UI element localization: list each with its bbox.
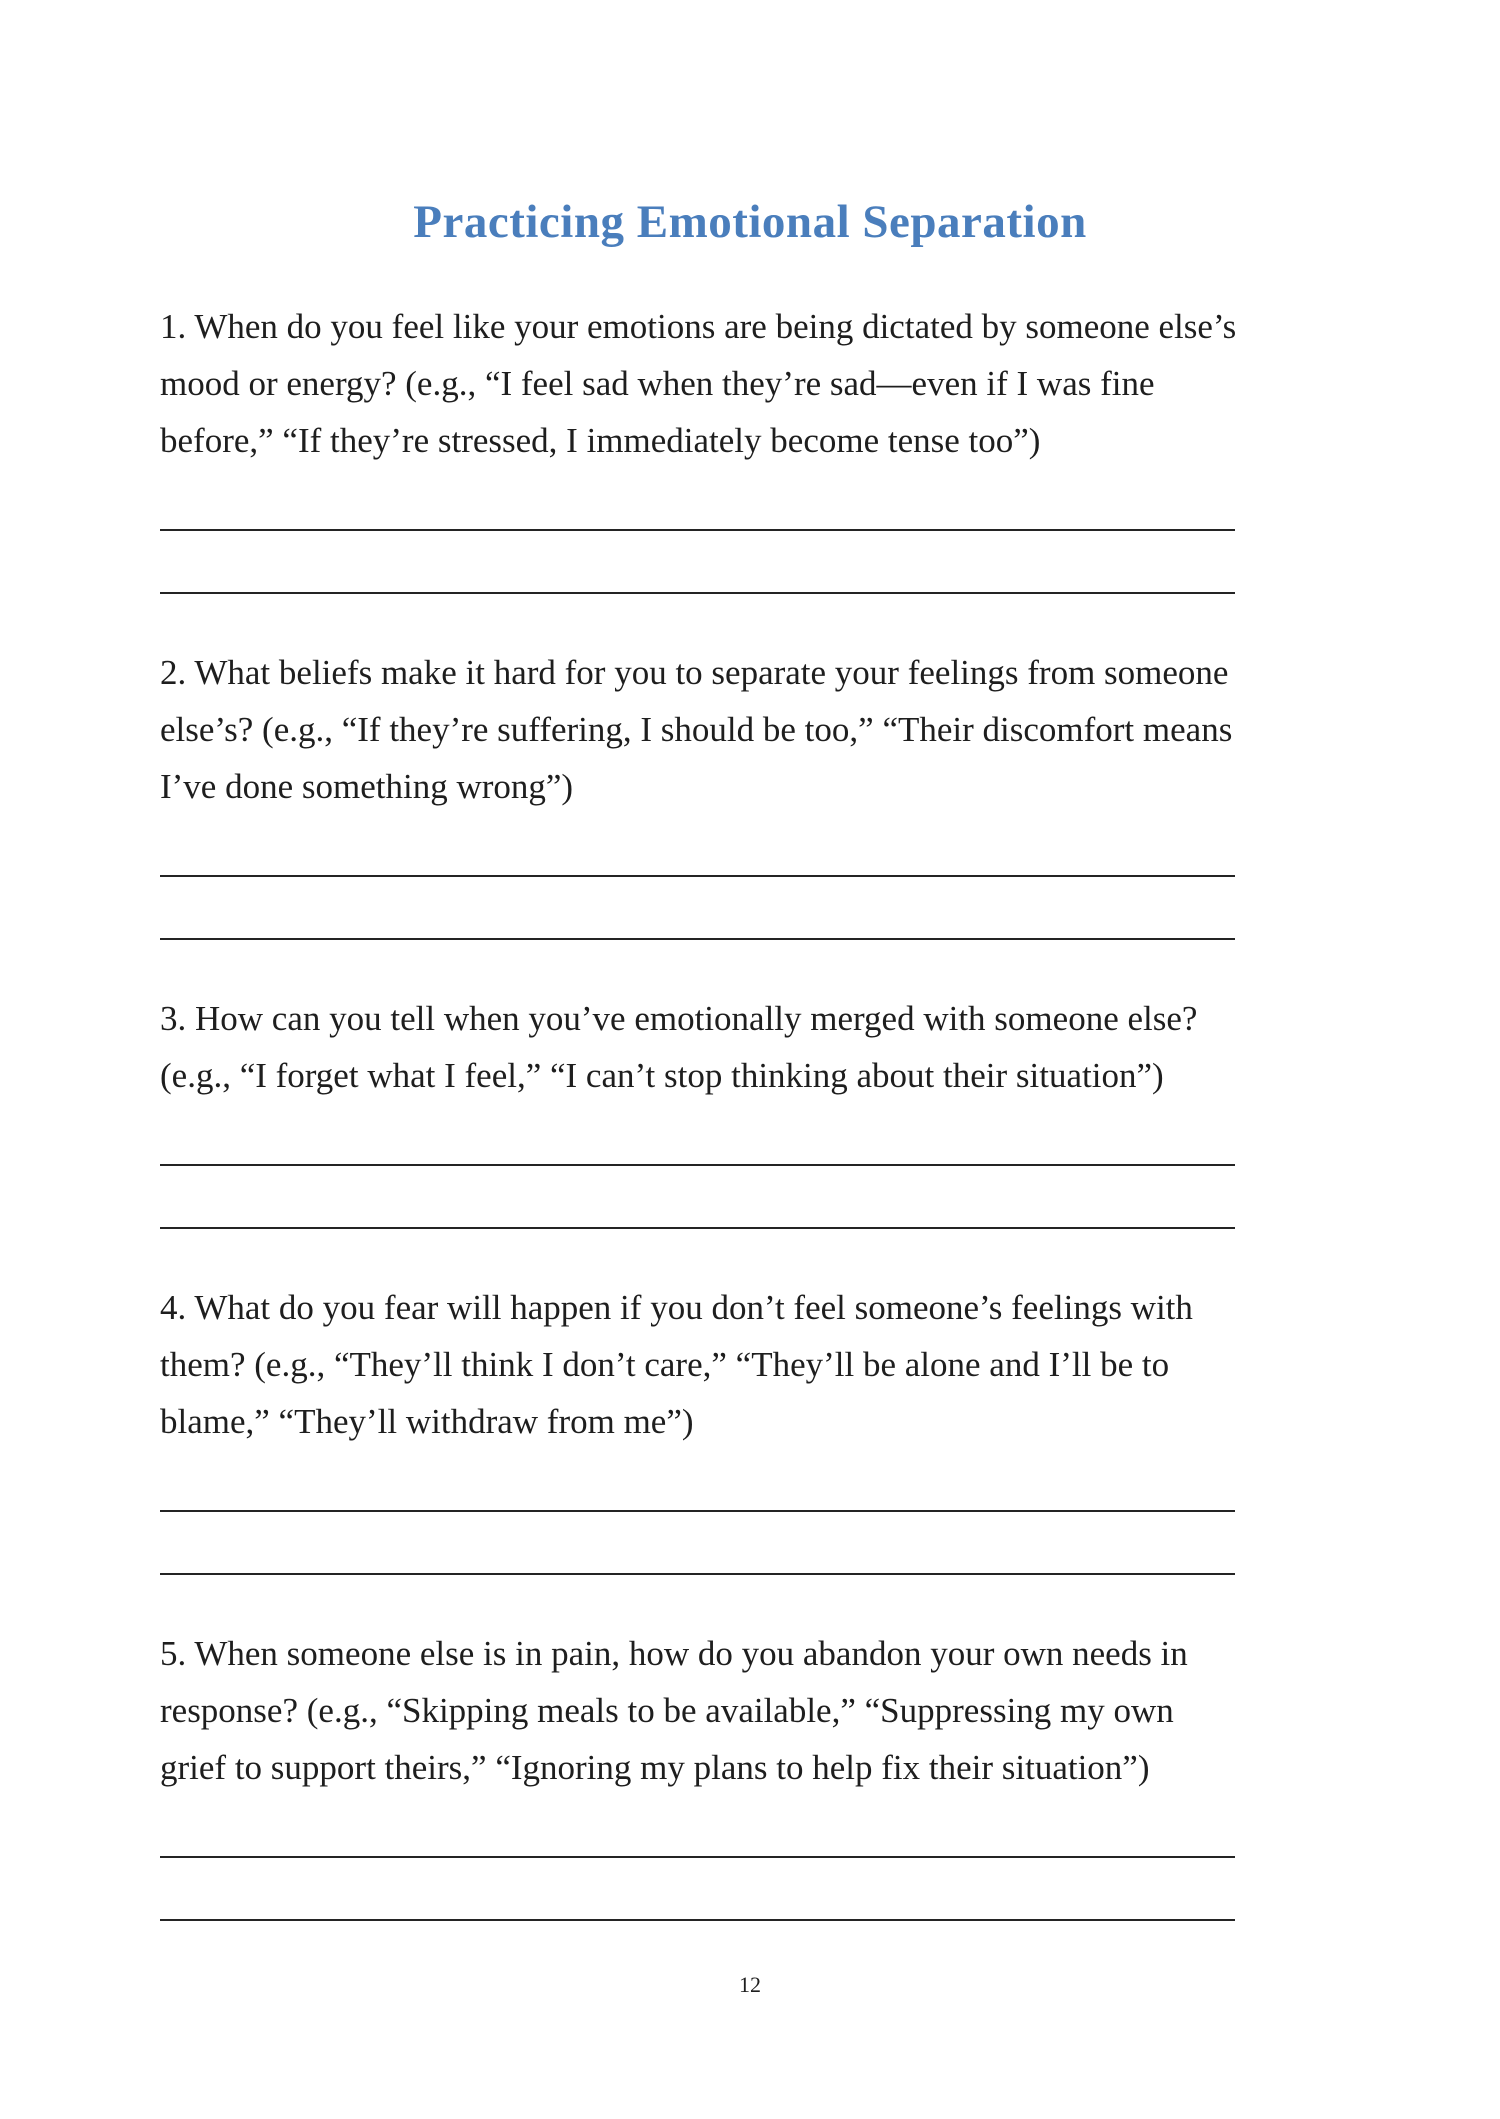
worksheet-content [160, 298, 1238, 1921]
answer-line [160, 1919, 1235, 1921]
question-text: 4. What do you fear will happen if you don’t feel someone’s feelings with them? (e.g., “They’ll think I don’t care,” “They’ll be alone and I’ll be to blame,” “They’ll withdraw from me”) [160, 1288, 1193, 1441]
answer-lines [160, 529, 1235, 594]
answer-lines [160, 1856, 1235, 1921]
page-number: 12 [739, 1972, 761, 1997]
question-text: 5. When someone else is in pain, how do you abandon your own needs in response? (e.g., “Skipping meals to be available,” “Suppressing my own grief to support theirs,” “Ignoring my plans to help fix their situation”) [160, 1634, 1188, 1787]
answer-line [160, 938, 1235, 940]
answer-line [160, 875, 1235, 877]
answer-lines [160, 875, 1235, 940]
answer-line [160, 1164, 1235, 1166]
question-block-2 [160, 644, 1238, 940]
question-text: 2. What beliefs make it hard for you to separate your feelings from someone else’s? (e.g., “If they’re suffering, I should be too,” “Their discomfort means I’ve done something wrong”) [160, 653, 1233, 806]
question-block-5 [160, 1625, 1238, 1921]
page-title: Practicing Emotional Separation [413, 196, 1087, 248]
answer-line [160, 529, 1235, 531]
question-block-4 [160, 1279, 1238, 1575]
answer-lines [160, 1510, 1235, 1575]
question-text: 1. When do you feel like your emotions are being dictated by someone else’s mood or energy? (e.g., “I feel sad when they’re sad—even if I was fine before,” “If they’re stressed, I immediately become tense too”) [160, 307, 1237, 460]
answer-line [160, 1856, 1235, 1858]
question-block-3 [160, 990, 1238, 1229]
answer-line [160, 592, 1235, 594]
answer-line [160, 1573, 1235, 1575]
question-block-1 [160, 298, 1238, 594]
answer-line [160, 1227, 1235, 1229]
answer-lines [160, 1164, 1235, 1229]
answer-line [160, 1510, 1235, 1512]
question-text: 3. How can you tell when you’ve emotionally merged with someone else? (e.g., “I forget what I feel,” “I can’t stop thinking about their situation”) [160, 999, 1198, 1095]
